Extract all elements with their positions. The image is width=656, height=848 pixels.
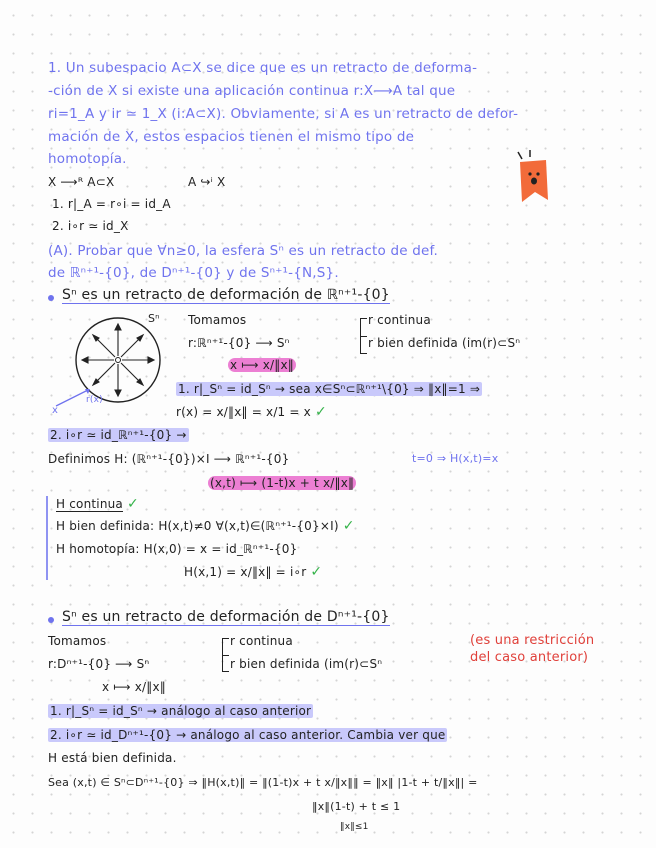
section1-step-1 [176,382,482,396]
condition-2: 2. i∘r ≃ id_X [52,219,129,233]
section2-r-bien-definida: r bien definida (im(r)⊂Sⁿ [230,657,383,671]
section2-sea-3: ‖x‖≤1 [340,822,369,832]
section1-t0-note: t=0 ⇒ H(x,t)=x [412,452,499,465]
section2-header [62,609,390,625]
section2-r-continua: r continua [230,634,293,648]
section1-step-2-text: 2. i∘r ≃ id_ℝⁿ⁺¹-{0} → [50,428,187,442]
check-icon: ✓ [310,564,323,580]
sphere-retraction-diagram [48,310,172,420]
section1-H-continua-text: H continua [56,497,123,511]
intro-line-1: 1. Un subespacio A⊂X se dice que es un retracto de deforma- [48,60,478,76]
section1-brace [360,318,361,354]
section1-r-bien-definida: r bien definida (im(r)⊂Sⁿ [368,336,521,350]
section1-define-H: Definimos H: (ℝⁿ⁺¹-{0})×I ⟶ ℝⁿ⁺¹-{0} [48,452,290,466]
intro-line-4: mación de X, estos espacios tienen el mismo tipo de [48,129,415,145]
intro-line-2: -ción de X si existe una aplicación continua r:X⟶A tal que [48,83,456,99]
section1-H-homotopia: H homotopía: H(x,0) = x = id_ℝⁿ⁺¹-{0} [56,542,298,556]
i-map-label: A ↪ⁱ X [188,175,226,189]
check-icon: ✓ [342,518,355,534]
problem-line-2: de ℝⁿ⁺¹-{0}, de Dⁿ⁺¹-{0} y de Sⁿ⁺¹-{N,S}. [48,265,339,281]
section1-tomamos: Tomamos [188,313,247,327]
diagram-sn-label: Sⁿ [148,312,160,325]
section1-r-def: r:ℝⁿ⁺¹-{0} ⟶ Sⁿ [188,336,290,350]
check-icon: ✓ [127,496,139,512]
bookmark-sticker-icon [508,150,556,204]
section2-brace [222,638,223,672]
section1-r-continua: r continua [368,313,431,327]
section2-step-2b: H está bien definida. [48,751,177,765]
section1-H-homotopia-2 [184,564,322,580]
section1-bullet [48,295,54,301]
section1-H-bien-definida-text: H bien definida: H(x,t)≠0 ∀(x,t)∈(ℝⁿ⁺¹-{0}×I) [56,519,339,533]
section1-H-bien-definida [56,518,355,534]
section1-r-map-text: x ⟼ x/‖x‖ [230,358,294,372]
section1-step-2 [48,428,189,442]
section1-margin-bar [46,496,48,580]
section2-note-1: (es una restricción [470,633,595,648]
section2-header-text: Sⁿ es un retracto de deformación de Dⁿ⁺¹-{0} [62,609,390,625]
section1-header-text: Sⁿ es un retracto de deformación de ℝⁿ⁺¹-{0} [62,287,390,303]
section1-H-map [208,476,356,490]
section2-step-2 [48,728,447,742]
section2-sea-2: ‖x‖(1-t) + t ≤ 1 [312,800,401,813]
section2-bullet [48,617,54,623]
section1-step-1-text: 1. r|_Sⁿ = id_Sⁿ → sea x∈Sⁿ⊂ℝⁿ⁺¹\{0} ⇒ ‖x‖=1 ⇒ [178,382,481,396]
section1-r-map [228,358,296,372]
section1-header [62,287,390,303]
condition-1: 1. r|_A = r∘i = id_A [52,197,171,211]
section2-note-2: del caso anterior) [470,650,589,665]
section2-step-2-text: 2. i∘r ≃ id_Dⁿ⁺¹-{0} → análogo al caso anterior. Cambia ver que [50,728,446,742]
section2-tomamos: Tomamos [48,634,107,648]
diagram-rx-label: r(x) [86,395,103,405]
section1-H-homotopia-2-text: H(x,1) = x/‖x‖ = i∘r [184,565,307,579]
section2-sea: Sea (x,t) ∈ Sⁿ⊂Dⁿ⁺¹-{0} ⇒ ‖H(x,t)‖ = ‖(1-t)x + t x/‖x‖‖ = ‖x‖ |1-t + t/‖x‖| = [48,776,478,789]
problem-line-1: (A). Probar que ∀n≥0, la esfera Sⁿ es un retracto de def. [48,243,438,259]
section1-H-map-text: (x,t) ⟼ (1-t)x + t x/‖x‖ [210,476,355,490]
section2-r-def: r:Dⁿ⁺¹-{0} ⟶ Sⁿ [48,657,150,671]
section2-step-1-text: 1. r|_Sⁿ = id_Sⁿ → análogo al caso anterior [50,704,312,718]
section2-r-map: x ⟼ x/‖x‖ [102,680,166,694]
section2-step-1 [48,704,313,718]
section1-step-1b-text: r(x) = x/‖x‖ = x/1 = x [176,405,311,419]
diagram-x-label: x [52,405,59,416]
section1-H-continua [56,496,139,512]
intro-line-5: homotopía. [48,151,127,167]
r-map-label: X ⟶ᴿ A⊂X [48,175,115,189]
check-icon: ✓ [315,404,327,420]
intro-line-3: ri=1_A y ir ≃ 1_X (i:A⊂X). Obviamente, si A es un retracto de defor- [48,106,519,122]
section1-step-1b [176,404,327,420]
